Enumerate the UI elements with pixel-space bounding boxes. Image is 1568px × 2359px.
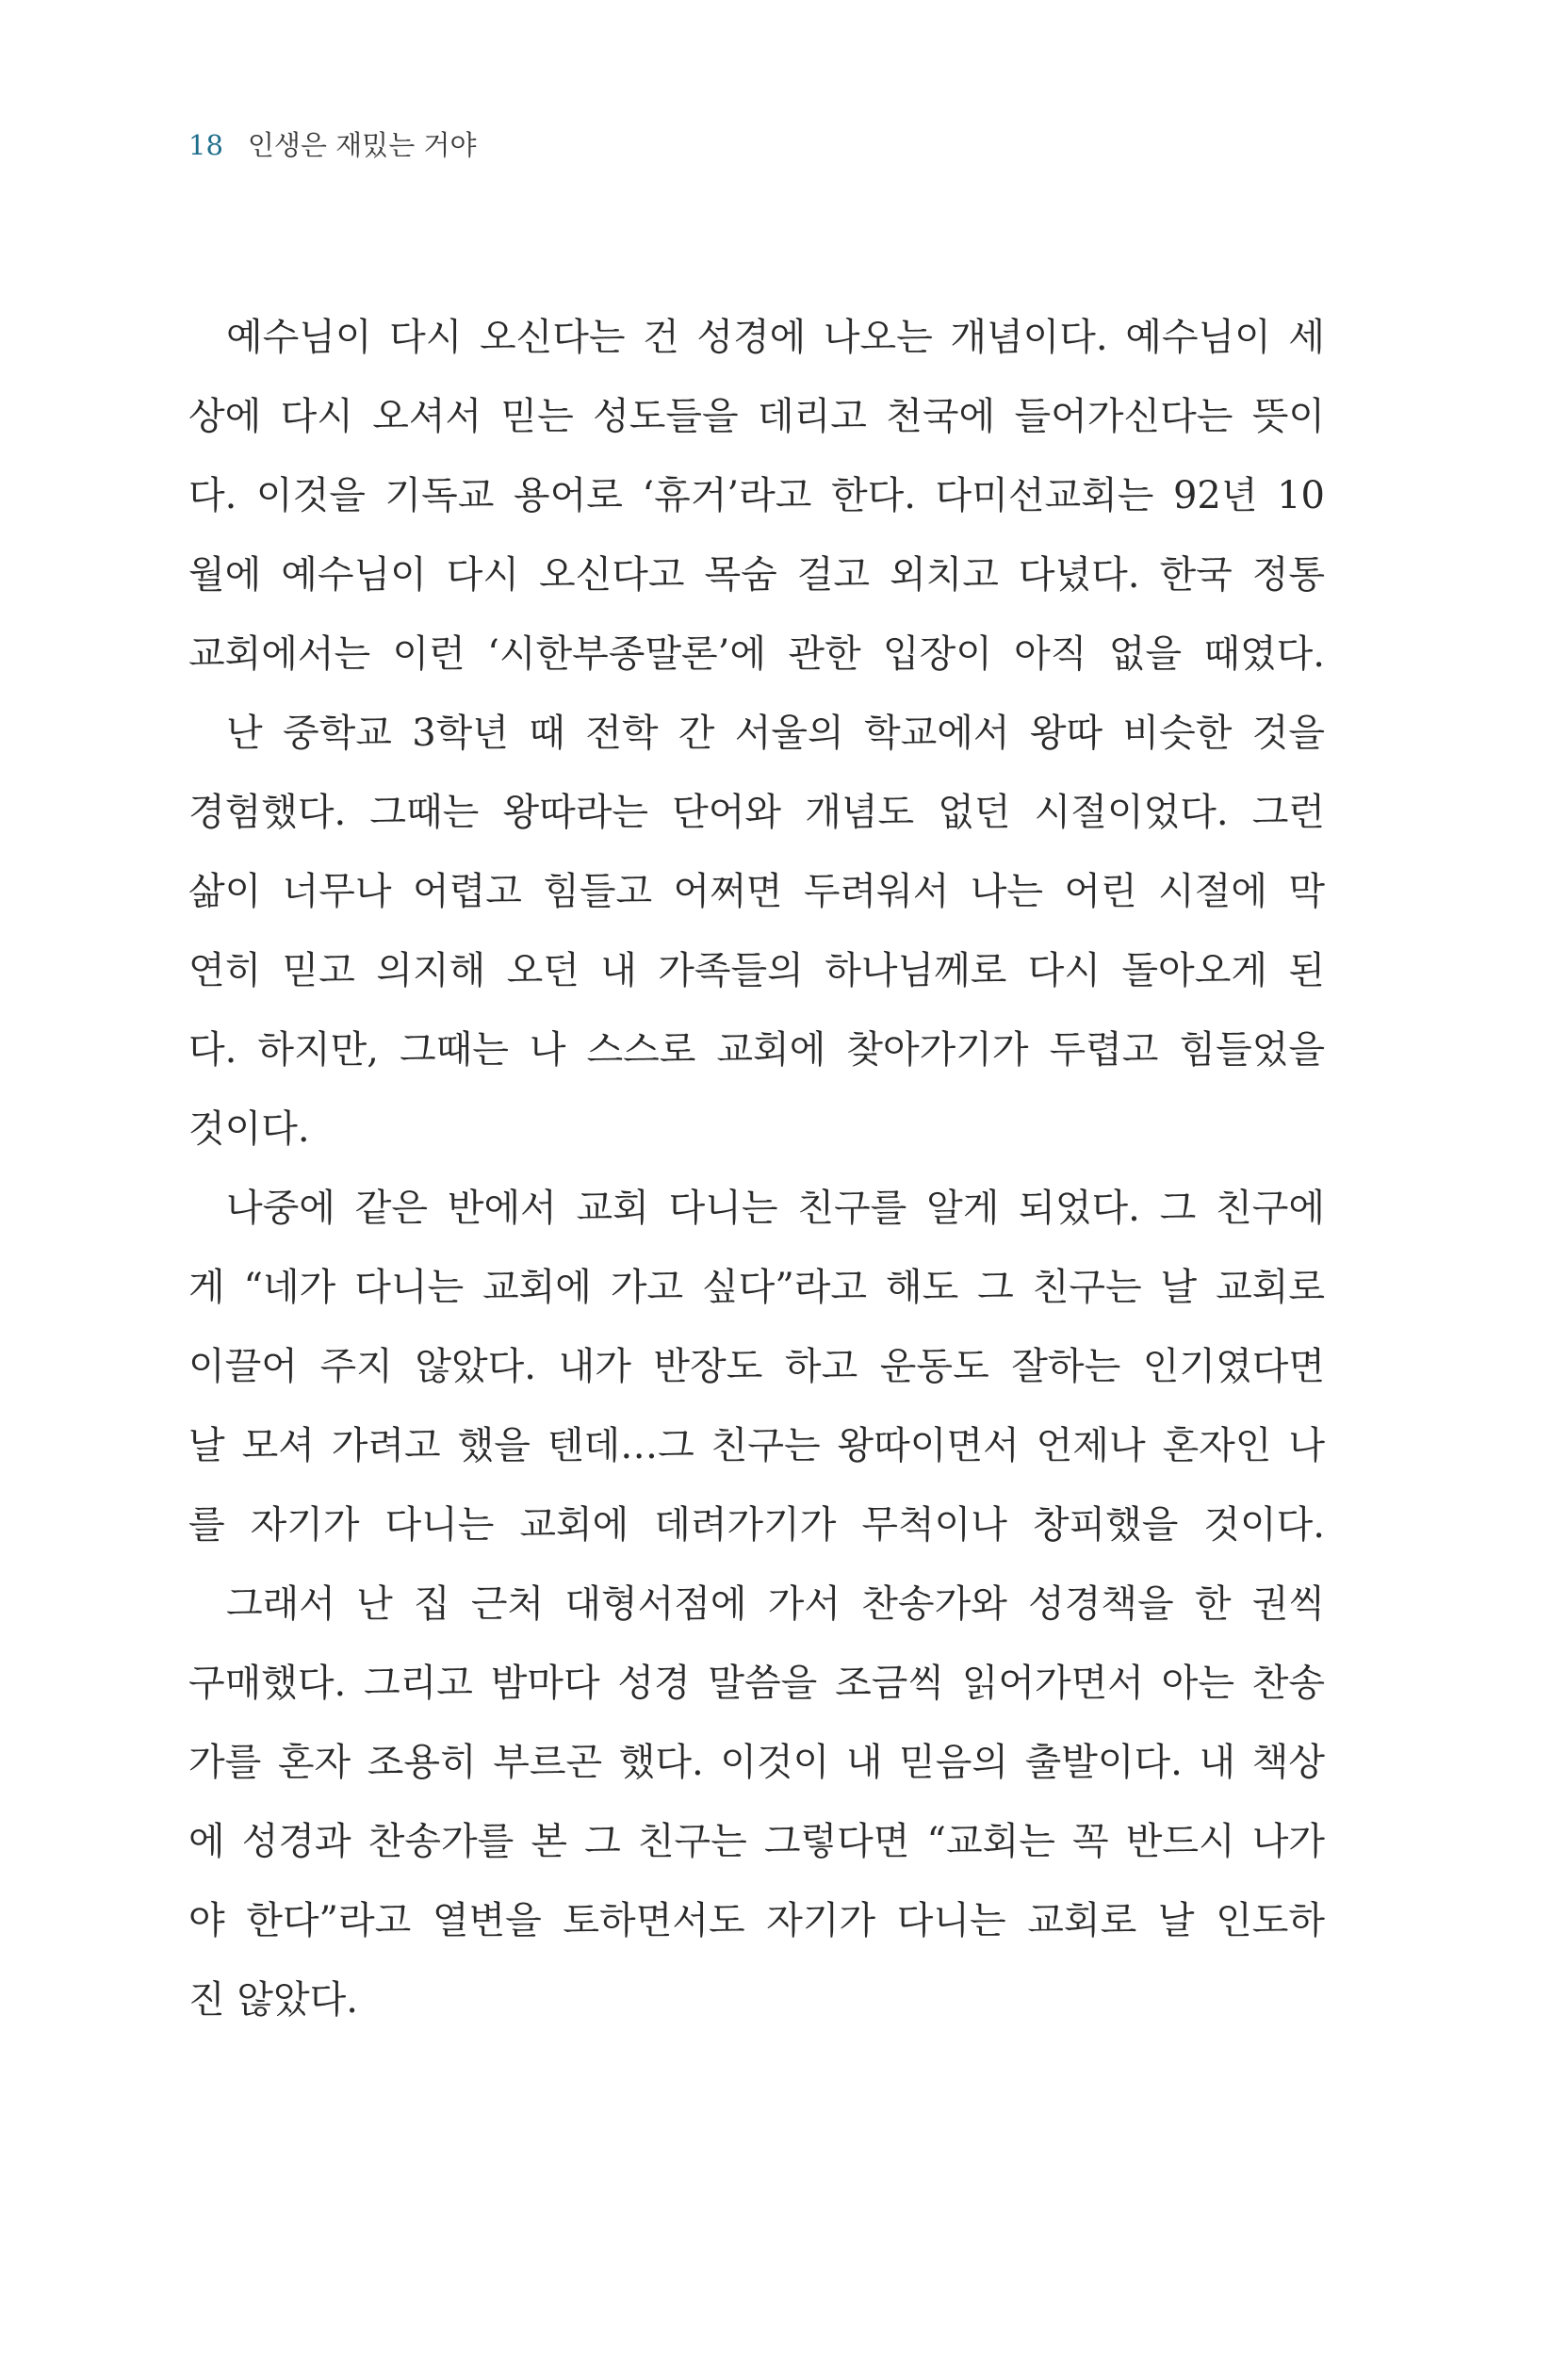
- text-line: 월에 예수님이 다시 오신다고 목숨 걸고 외치고 다녔다. 한국 정통: [188, 553, 1325, 597]
- text-line: 게 “네가 다니는 교회에 가고 싶다”라고 해도 그 친구는 날 교회로: [188, 1266, 1325, 1309]
- text-line: 를 자기가 다니는 교회에 데려가기가 무척이나 창피했을 것이다.: [188, 1503, 1325, 1547]
- text-line: 다. 이것을 기독교 용어로 ‘휴거’라고 한다. 다미선교회는 92년 10: [188, 474, 1325, 517]
- text-line: 경험했다. 그때는 왕따라는 단어와 개념도 없던 시절이었다. 그런: [188, 791, 1325, 834]
- text-line: 예수님이 다시 오신다는 건 성경에 나오는 개념이다. 예수님이 세: [226, 316, 1325, 359]
- text-line: 교회에서는 이런 ‘시한부종말론’에 관한 입장이 아직 없을 때였다.: [188, 632, 1325, 676]
- text-line: 난 중학교 3학년 때 전학 간 서울의 학교에서 왕따 비슷한 것을: [226, 712, 1325, 755]
- text-line: 연히 믿고 의지해 오던 내 가족들의 하나님께로 다시 돌아오게 된: [188, 949, 1325, 992]
- text-line: 그래서 난 집 근처 대형서점에 가서 찬송가와 성경책을 한 권씩: [226, 1582, 1325, 1626]
- text-line: 구매했다. 그리고 밤마다 성경 말씀을 조금씩 읽어가면서 아는 찬송: [188, 1662, 1325, 1705]
- text-line: 다. 하지만, 그때는 나 스스로 교회에 찾아가기가 두렵고 힘들었을: [188, 1028, 1325, 1072]
- text-line: 나중에 같은 반에서 교회 다니는 친구를 알게 되었다. 그 친구에: [226, 1187, 1325, 1230]
- body-text: [188, 298, 1325, 2040]
- text-line: 진 않았다.: [188, 1978, 358, 2022]
- text-line: 상에 다시 오셔서 믿는 성도들을 데리고 천국에 들어가신다는 뜻이: [188, 395, 1325, 438]
- text-line: 이끌어 주지 않았다. 내가 반장도 하고 운동도 잘하는 인기였다면: [188, 1345, 1325, 1388]
- page-number: 18: [188, 129, 223, 161]
- book-title: 인생은 재밌는 거야: [247, 129, 477, 161]
- text-line: 가를 혼자 조용히 부르곤 했다. 이것이 내 믿음의 출발이다. 내 책상: [188, 1741, 1325, 1784]
- text-line: 삶이 너무나 어렵고 힘들고 어쩌면 두려워서 나는 어린 시절에 막: [188, 870, 1325, 913]
- text-line: 야 한다”라고 열변을 토하면서도 자기가 다니는 교회로 날 인도하: [188, 1899, 1325, 1942]
- text-line: 것이다.: [188, 1107, 310, 1151]
- text-line: 날 모셔 가려고 했을 텐데…그 친구는 왕따이면서 언제나 혼자인 나: [188, 1424, 1325, 1467]
- text-line: 에 성경과 찬송가를 본 그 친구는 그렇다면 “교회는 꼭 반드시 나가: [188, 1820, 1325, 1863]
- running-head: [188, 126, 476, 164]
